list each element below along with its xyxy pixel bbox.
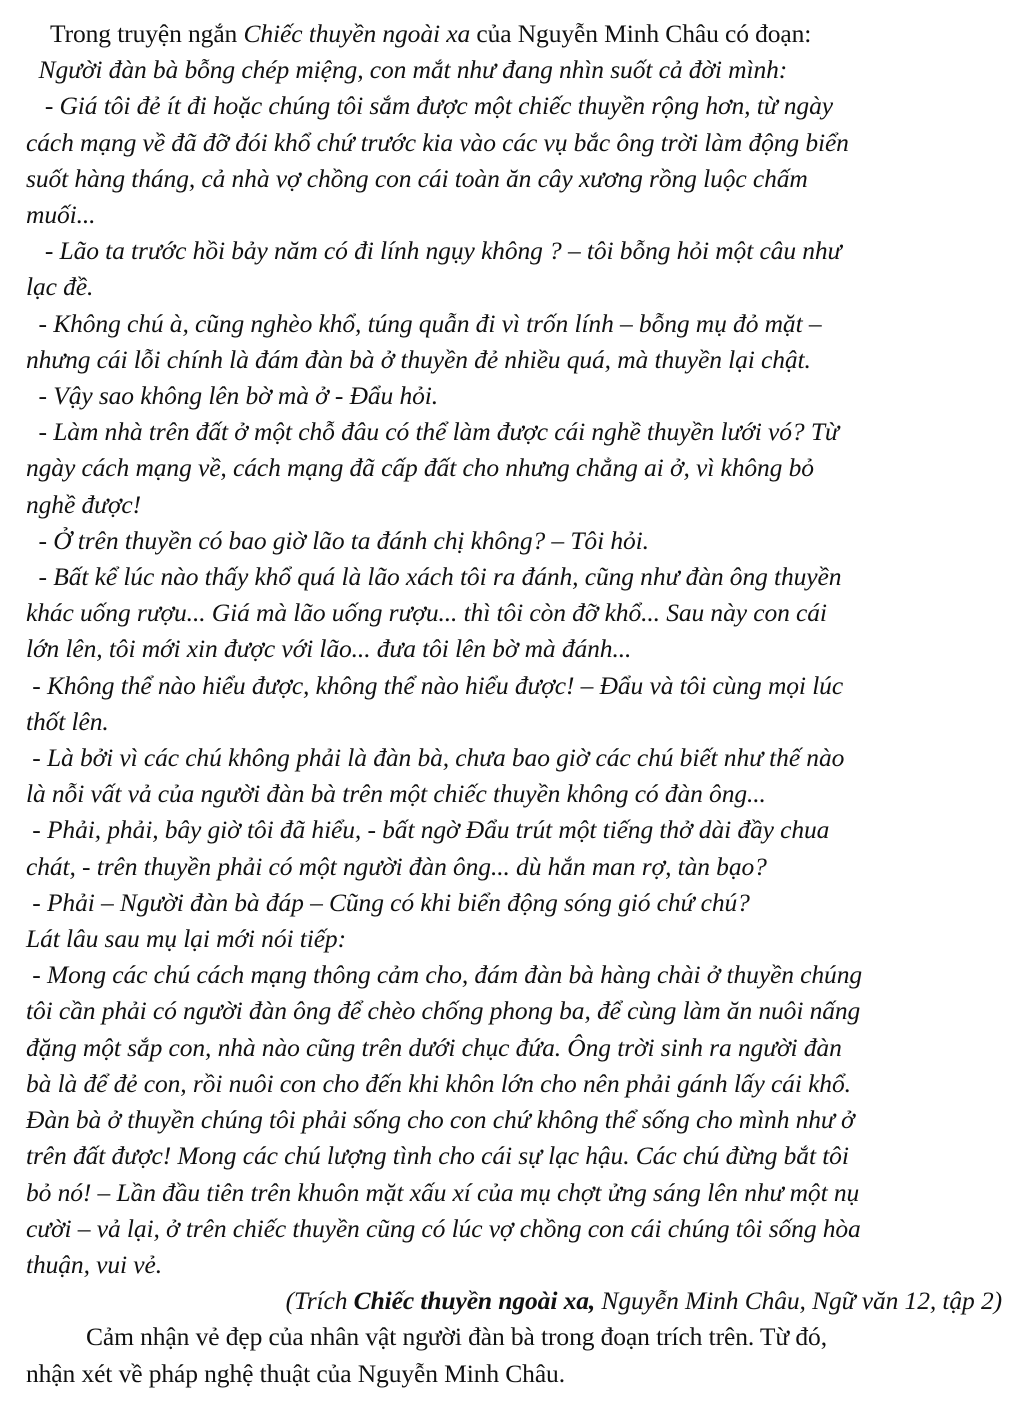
excerpt-line: lạc đề. [26, 272, 94, 302]
excerpt-line: trên đất được! Mong các chú lượng tình cho cái sự lạc hậu. Các chú đừng bắt tôi [26, 1141, 849, 1171]
excerpt-line: - Làm nhà trên đất ở một chỗ đâu có thể làm được cái nghề thuyền lưới vó? Từ [26, 417, 839, 447]
citation-line [26, 1283, 1002, 1319]
excerpt-line: - Bất kể lúc nào thấy khổ quá là lão xách tôi ra đánh, cũng như đàn ông thuyền [26, 562, 842, 592]
excerpt-line: lớn lên, tôi mới xin được với lão... đưa tôi lên bờ mà đánh... [26, 634, 632, 664]
excerpt-line: Người đàn bà bỗng chép miệng, con mắt như đang nhìn suốt cả đời mình: [26, 55, 788, 85]
intro-text-before: Trong truyện ngắn [50, 19, 244, 48]
question-line-1: Cảm nhận vẻ đẹp của nhân vật người đàn bà trong đoạn trích trên. Từ đó, [86, 1322, 827, 1352]
intro-story-title: Chiếc thuyền ngoài xa [243, 19, 471, 48]
question-line-2: nhận xét về pháp nghệ thuật của Nguyễn Minh Châu. [26, 1358, 565, 1388]
excerpt-line: đặng một sắp con, nhà nào cũng trên dưới chục đứa. Ông trời sinh ra người đàn [26, 1032, 842, 1062]
excerpt-line: tôi cần phải có người đàn ông để chèo chống phong ba, để cùng làm ăn nuôi nấng [26, 996, 861, 1026]
excerpt-line: ngày cách mạng về, cách mạng đã cấp đất cho nhưng chẳng ai ở, vì không bỏ [26, 453, 814, 483]
excerpt-line: thuận, vui vẻ. [26, 1249, 162, 1279]
excerpt-line: thốt lên. [26, 706, 109, 736]
excerpt-line: - Không chú à, cũng nghèo khổ, túng quẫn đi vì trốn lính – bỗng mụ đỏ mặt – [26, 308, 822, 338]
intro-line [26, 16, 1002, 52]
excerpt-line: muối... [26, 200, 96, 230]
excerpt-line: - Phải – Người đàn bà đáp – Cũng có khi biển động sóng gió chứ chú? [26, 887, 750, 917]
excerpt-line: nghề được! [26, 489, 142, 519]
excerpt-line: bà là để đẻ con, rồi nuôi con cho đến khi khôn lớn cho nên phải gánh lấy cái khổ. [26, 1068, 851, 1098]
citation-title: Chiếc thuyền ngoài xa, [353, 1286, 596, 1316]
excerpt-body [26, 52, 1002, 1283]
excerpt-line: - Vậy sao không lên bờ mà ở - Đẩu hỏi. [26, 381, 439, 411]
citation-open: (Trích [285, 1286, 354, 1316]
excerpt-line: khác uống rượu... Giá mà lão uống rượu... thì tôi còn đỡ khổ... Sau này con cái [26, 598, 827, 628]
excerpt-line: cười – vả lại, ở trên chiếc thuyền cũng có lúc vợ chồng con cái chúng tôi sống hòa [26, 1213, 861, 1243]
excerpt-line: - Không thể nào hiểu được, không thể nào hiểu được! – Đẩu và tôi cùng mọi lúc [26, 670, 844, 700]
citation-rest: Nguyễn Minh Châu, Ngữ văn 12, tập 2) [595, 1286, 1002, 1316]
excerpt-line: - Ở trên thuyền có bao giờ lão ta đánh chị không? – Tôi hỏi. [26, 525, 649, 555]
excerpt-line: Lát lâu sau mụ lại mới nói tiếp: [26, 924, 346, 954]
excerpt-line: nhưng cái lỗi chính là đám đàn bà ở thuyền đẻ nhiều quá, mà thuyền lại chật. [26, 344, 811, 374]
excerpt-line: - Là bởi vì các chú không phải là đàn bà, chưa bao giờ các chú biết như thế nào [26, 743, 845, 773]
excerpt-line: cách mạng về đã đỡ đói khổ chứ trước kia vào các vụ bắc ông trời làm động biển [26, 127, 849, 157]
excerpt-line: - Phải, phải, bây giờ tôi đã hiểu, - bất ngờ Đẩu trút một tiếng thở dài đầy chua [26, 815, 830, 845]
intro-text-after: của Nguyễn Minh Châu có đoạn: [470, 19, 812, 48]
excerpt-line: - Giá tôi đẻ ít đi hoặc chúng tôi sắm được một chiếc thuyền rộng hơn, từ ngày [26, 91, 833, 121]
excerpt-line: suốt hàng tháng, cả nhà vợ chồng con cái toàn ăn cây xương rồng luộc chấm [26, 163, 808, 193]
excerpt-line: bỏ nó! – Lần đầu tiên trên khuôn mặt xấu xí của mụ chợt ửng sáng lên như một nụ [26, 1177, 860, 1207]
excerpt-line: - Lão ta trước hồi bảy năm có đi lính ngụy không ? – tôi bỗng hỏi một câu như [26, 236, 842, 266]
excerpt-line: là nỗi vất vả của người đàn bà trên một chiếc thuyền không có đàn ông... [26, 779, 766, 809]
excerpt-line: Đàn bà ở thuyền chúng tôi phải sống cho con chứ không thể sống cho mình như ở [26, 1105, 855, 1135]
excerpt-line: chát, - trên thuyền phải có một người đàn ông... dù hắn man rợ, tàn bạo? [26, 851, 767, 881]
excerpt-line: - Mong các chú cách mạng thông cảm cho, đám đàn bà hàng chài ở thuyền chúng [26, 960, 862, 990]
